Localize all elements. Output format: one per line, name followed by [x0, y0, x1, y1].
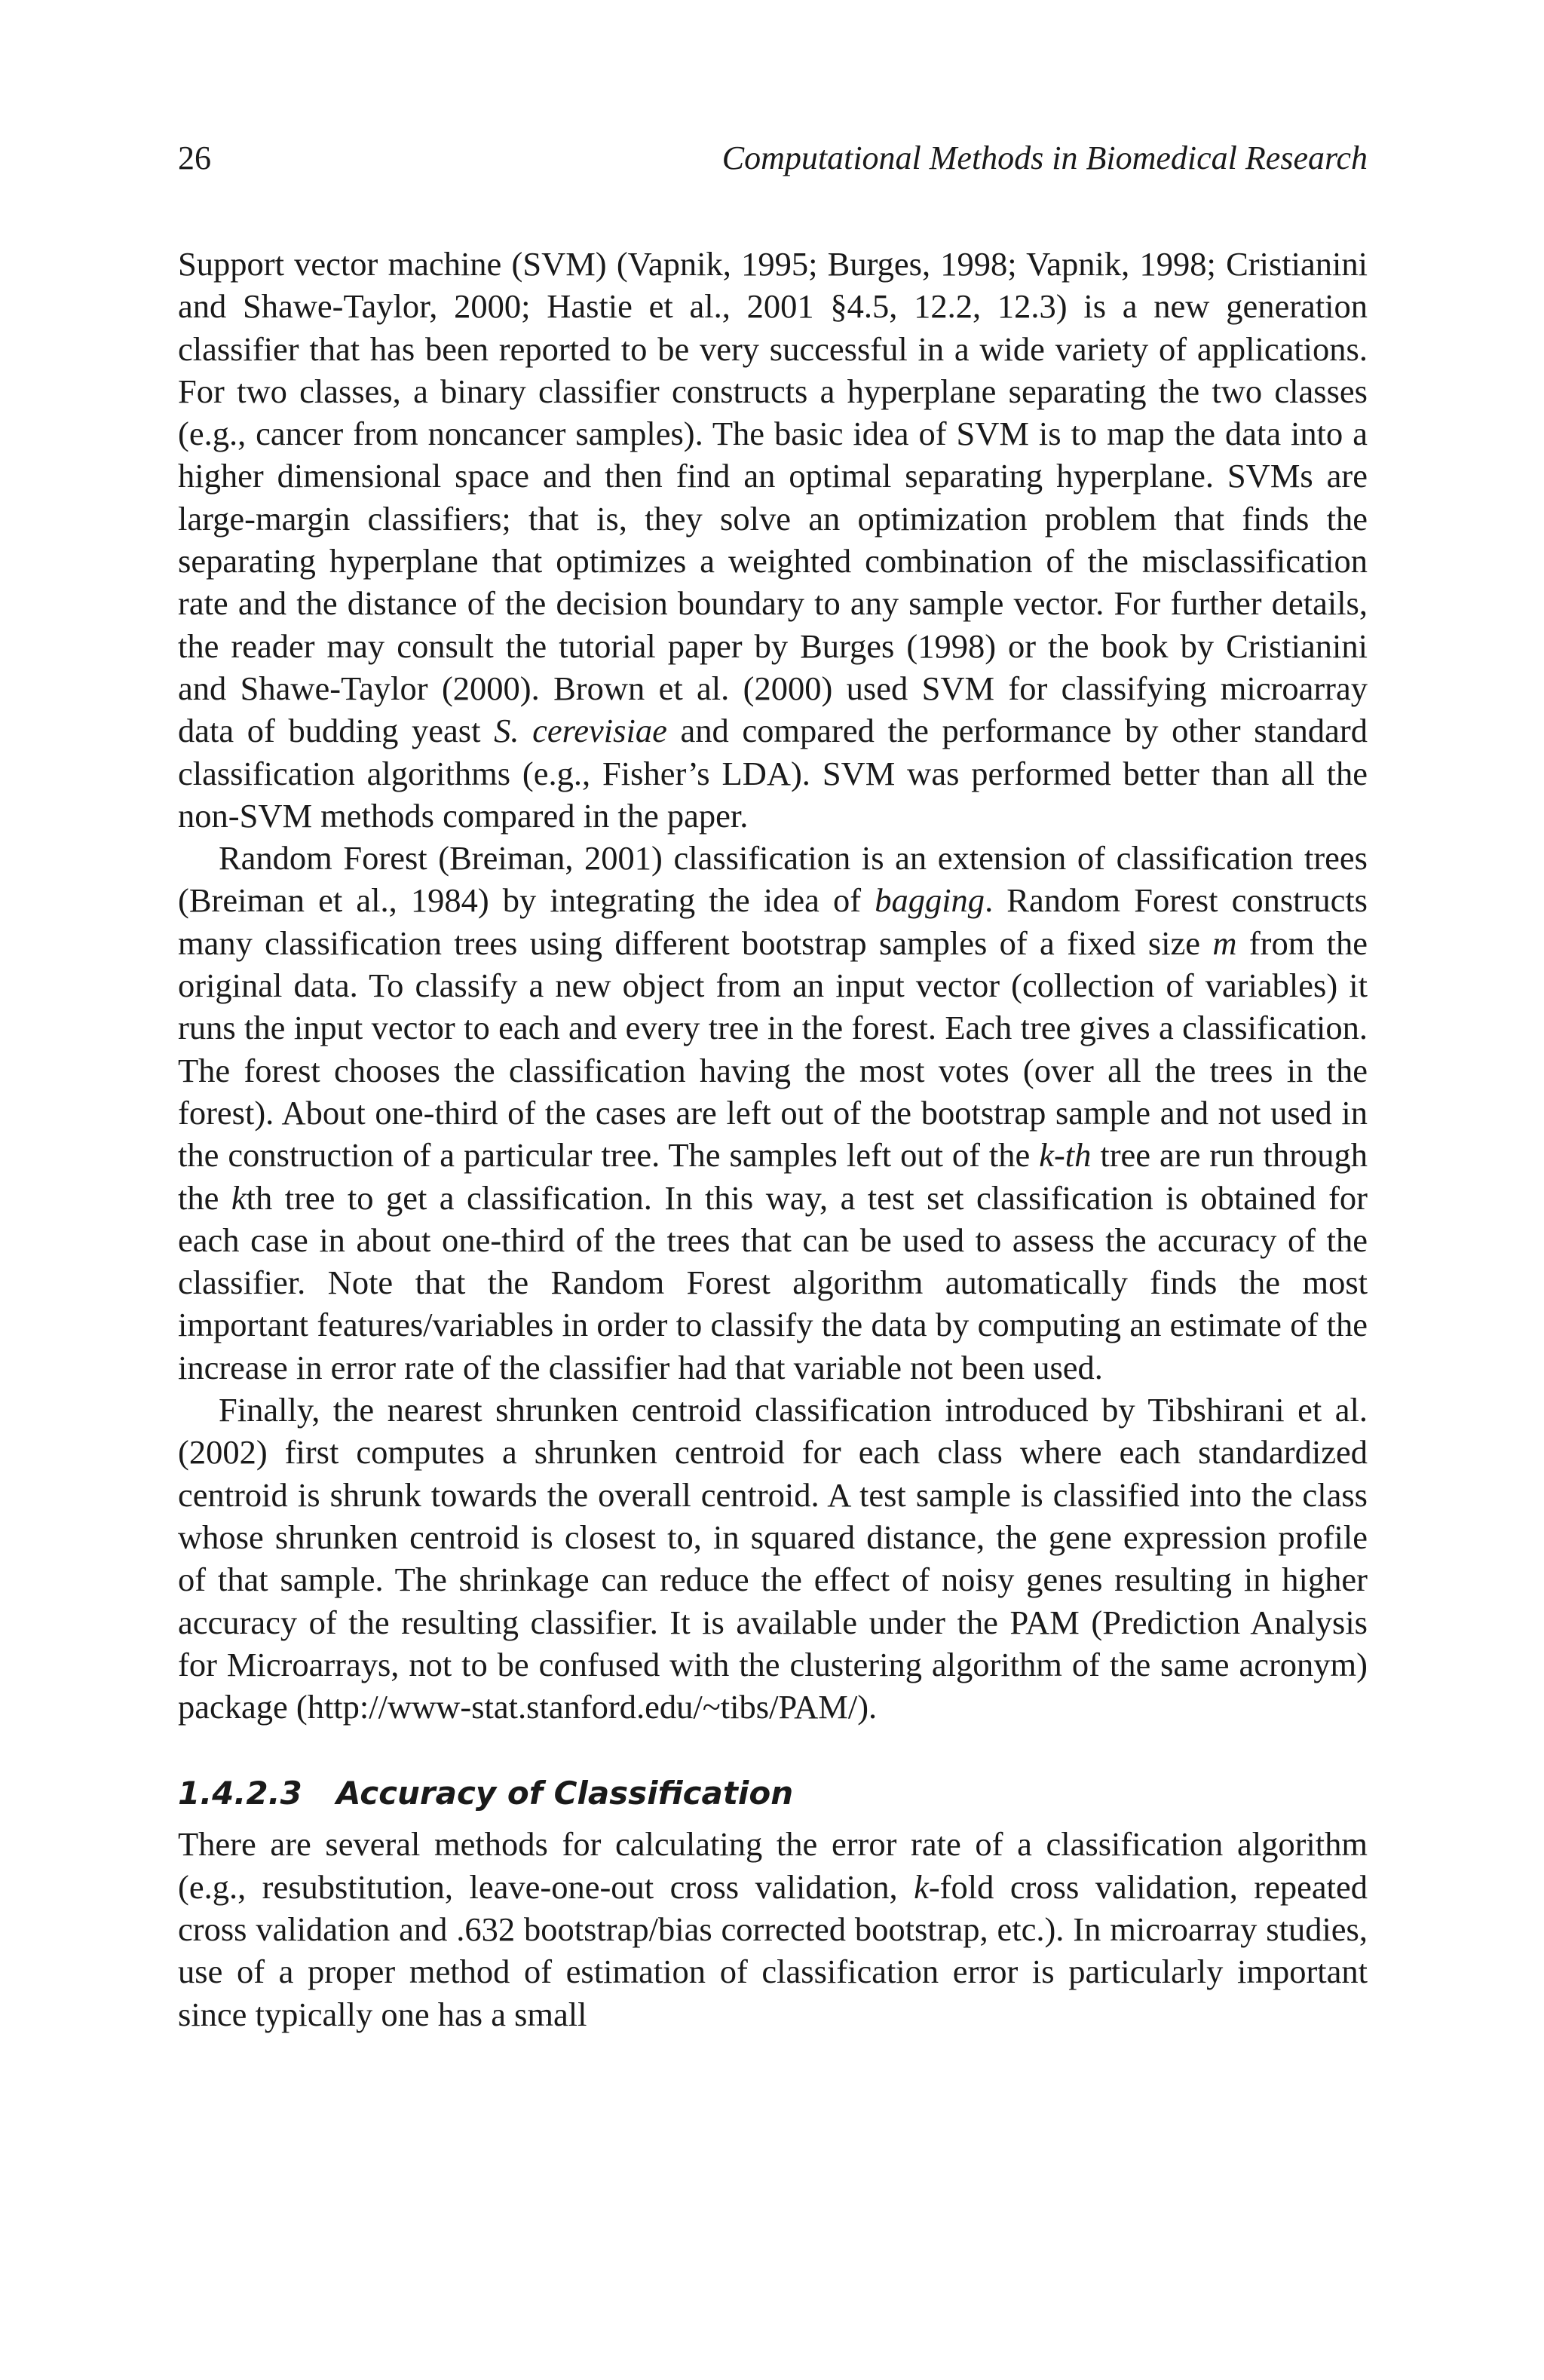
species-name: S. cerevisiae	[494, 712, 667, 750]
page-number: 26	[178, 139, 211, 176]
page-body	[178, 243, 1368, 2035]
section-title: Accuracy of Classification	[336, 1775, 794, 1812]
rf-text-3: from the original data. To classify a new object from an input vector (collection of variables) it runs the input vector to each and every tree in the forest. Each tree gives a classification. The forest chooses the classification having the most votes (over all the trees in the forest). About one-third of the cases are left out of the bootstrap sample and not used in the construction of a particular tree. The samples left out of the	[178, 924, 1368, 1175]
variable-k-fold: k	[914, 1867, 929, 1906]
rf-text-2: . Random Forest constructs many classification trees using different bootstrap samples of a fixed size	[178, 881, 1368, 962]
rf-text-5: th tree to get a classification. In this way, a test set classification is obtained for each case in about one-third of the trees that can be used to assess the accuracy of the classifier. Note that the Random Forest algorithm automatically finds the most important features/variables in order to classify the data by computing an estimate of the increase in error rate of the classifier had that variable not been used.	[178, 1178, 1368, 1386]
book-title: Computational Methods in Biomedical Research	[721, 139, 1368, 176]
paragraph-random-forest	[178, 837, 1368, 1389]
accuracy-text-1: There are several methods for calculating the error rate of a classification algorithm (e.g., resubstitution, leave-one-out cross validation,	[178, 1825, 1368, 1906]
rf-text-1: Random Forest (Breiman, 2001) classification is an extension of classification trees (Breiman et al., 1984) by integrating the idea of	[178, 839, 1368, 920]
paragraph-svm	[178, 243, 1368, 837]
kth-term: k-th	[1039, 1136, 1092, 1175]
accuracy-text-2: -fold cross validation, repeated cross validation and .632 bootstrap/bias corrected bootstrap, etc.). In microarray studies, use of a proper method of estimation of classification error is particularly important since typically one has a small	[178, 1867, 1368, 2033]
bagging-term: bagging	[875, 881, 985, 920]
book-page	[178, 128, 1368, 2035]
paragraph-accuracy	[178, 1823, 1368, 2035]
svm-text-1: Support vector machine (SVM) (Vapnik, 1995; Burges, 1998; Vapnik, 1998; Cristianini and Shawe-Taylor, 2000; Hastie et al., 2001 §4.5, 12.2, 12.3) is a new generation classifier that has been reported to be very successful in a wide variety of applications. For two classes, a binary classifier constructs a hyperplane separating the two classes (e.g., cancer from noncancer samples). The basic idea of SVM is to map the data into a higher dimensional space and then find an optimal separating hyperplane. SVMs are large-margin classifiers; that is, they solve an optimization problem that finds the separating hyperplane that optimizes a weighted combination of the misclassification rate and the distance of the decision boundary to any sample vector. For further details, the reader may consult the tutorial paper by Burges (1998) or the book by Cristianini and Shawe-Taylor (2000). Brown et al. (2000) used SVM for classifying microarray data of budding yeast	[178, 245, 1368, 750]
svm-text-2: and compared the performance by other standard classification algorithms (e.g., Fisher’s LDA). SVM was performed better than all the non-SVM methods compared in the paper.	[178, 712, 1368, 835]
rf-text-4: tree are run through the	[178, 1136, 1368, 1217]
running-head	[178, 128, 1368, 188]
paragraph-shrunken-centroid: Finally, the nearest shrunken centroid classification introduced by Tibshirani et al. (2002) first computes a shrunken centroid for each class where each standardized centroid is shrunk towards the overall centroid. A test sample is classified into the class whose shrunken centroid is closest to, in squared distance, the gene expression profile of that sample. The shrinkage can reduce the effect of noisy genes resulting in higher accuracy of the resulting classifier. It is available under the PAM (Prediction Analysis for Microarrays, not to be confused with the clustering algorithm of the same acronym) package (http://www-stat.stanford.edu/~tibs/PAM/).	[178, 1391, 1368, 1726]
section-number: 1.4.2.3	[178, 1775, 302, 1812]
section-heading	[178, 1767, 1368, 1820]
variable-m: m	[1212, 924, 1237, 962]
variable-k: k	[231, 1178, 247, 1217]
